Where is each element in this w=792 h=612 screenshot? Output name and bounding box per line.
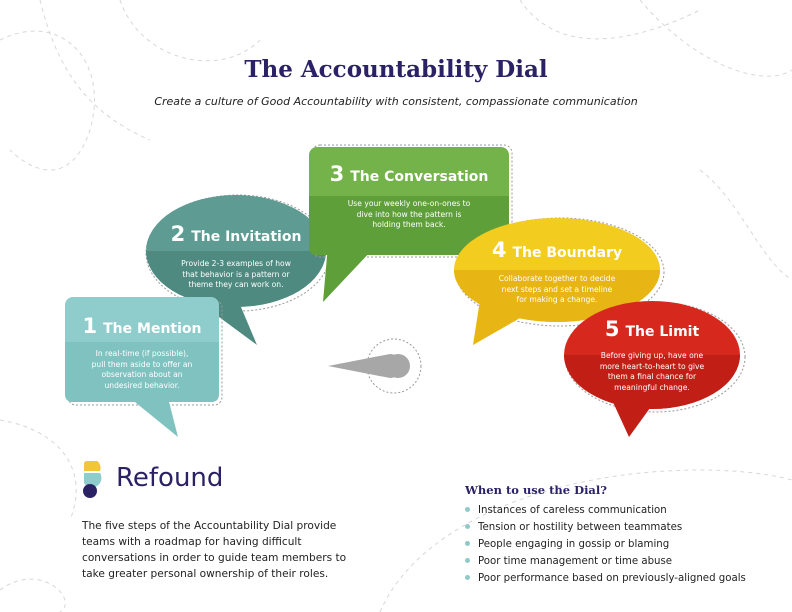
- step-1-line: pull them aside to offer an: [91, 359, 193, 369]
- step-2-heading: [146, 222, 326, 246]
- step-3-line: holding them back.: [372, 220, 446, 229]
- step-4-line: Collaborate together to decide: [498, 274, 616, 283]
- bullet-icon: [465, 524, 470, 529]
- page-title: The Accountability Dial: [244, 56, 548, 83]
- step-5-description: [564, 351, 740, 393]
- step-1-line: In real-time (if possible),: [95, 349, 189, 358]
- bullet-icon: [465, 575, 470, 580]
- step-5-number: 5: [604, 317, 620, 341]
- step-2-number: 2: [170, 222, 186, 246]
- step-5-line: meaningful change.: [614, 382, 690, 392]
- list-item: [465, 553, 746, 570]
- step-4-number: 4: [491, 238, 507, 262]
- list-item-text: Poor performance based on previously-aligned goals: [478, 573, 746, 584]
- bullet-icon: [465, 507, 470, 512]
- step-1-heading: [65, 314, 219, 338]
- when-to-use-list: [465, 502, 746, 587]
- page-subtitle: Create a culture of Good Accountability with consistent, compassionate communication: [154, 95, 638, 108]
- dial-description: The five steps of the Accountability Dial provide teams with a roadmap for having difficult conversations in order to guide team members to take greater personal ownership of their roles.: [82, 520, 347, 580]
- step-5-line: them a final chance for: [607, 372, 697, 381]
- step-2-line: theme they can work on.: [188, 280, 284, 289]
- dial-needle: [328, 339, 421, 393]
- step-3-title: The Conversation: [350, 169, 489, 185]
- step-1-text: [65, 314, 219, 391]
- step-1-title: The Mention: [103, 321, 202, 337]
- step-2-line: that behavior is a pattern or: [182, 269, 290, 279]
- list-item: [465, 502, 746, 519]
- step-3-text: [309, 162, 509, 231]
- list-item: [465, 536, 746, 553]
- step-2-description: [146, 259, 326, 291]
- step-2-title: The Invitation: [191, 229, 302, 245]
- step-3-description: [309, 199, 509, 231]
- step-2-text: [146, 222, 326, 291]
- when-to-use-title: When to use the Dial?: [465, 483, 607, 497]
- step-3-line: dive into how the pattern is: [356, 209, 462, 219]
- step-5-line: more heart-to-heart to give: [599, 361, 705, 371]
- logo-mark-top: [84, 461, 101, 471]
- list-item-text: Instances of careless communication: [478, 505, 667, 516]
- step-4-title: The Boundary: [512, 245, 623, 261]
- list-item: [465, 570, 746, 587]
- step-5-text: [564, 317, 740, 393]
- step-5-line: Before giving up, have one: [600, 351, 704, 360]
- step-4-description: [454, 274, 660, 306]
- step-4-line: for making a change.: [516, 295, 598, 304]
- step-1-description: [65, 349, 219, 391]
- step-3-line: Use your weekly one-on-ones to: [347, 199, 471, 208]
- step-2-line: Provide 2-3 examples of how: [181, 259, 291, 268]
- step-5-title: The Limit: [625, 324, 700, 340]
- bullet-icon: [465, 558, 470, 563]
- refound-logo-mark: [80, 461, 110, 501]
- step-4-line: next steps and set a timeline: [501, 284, 613, 294]
- logo-mark-bottom: [83, 484, 97, 498]
- bullet-icon: [465, 541, 470, 546]
- step-3-number: 3: [329, 162, 345, 186]
- step-5-heading: [564, 317, 740, 341]
- list-item-text: People engaging in gossip or blaming: [478, 539, 670, 550]
- list-item: [465, 519, 746, 536]
- step-1-line: observation about an: [101, 370, 183, 379]
- step-4-text: [454, 238, 660, 306]
- refound-logo-text: Refound: [116, 463, 224, 493]
- step-1-number: 1: [82, 314, 98, 338]
- step-3-heading: [309, 162, 509, 186]
- list-item-text: Tension or hostility between teammates: [478, 522, 683, 533]
- step-4-heading: [454, 238, 660, 262]
- list-item-text: Poor time management or time abuse: [478, 556, 673, 567]
- step-1-line: undesired behavior.: [104, 380, 180, 390]
